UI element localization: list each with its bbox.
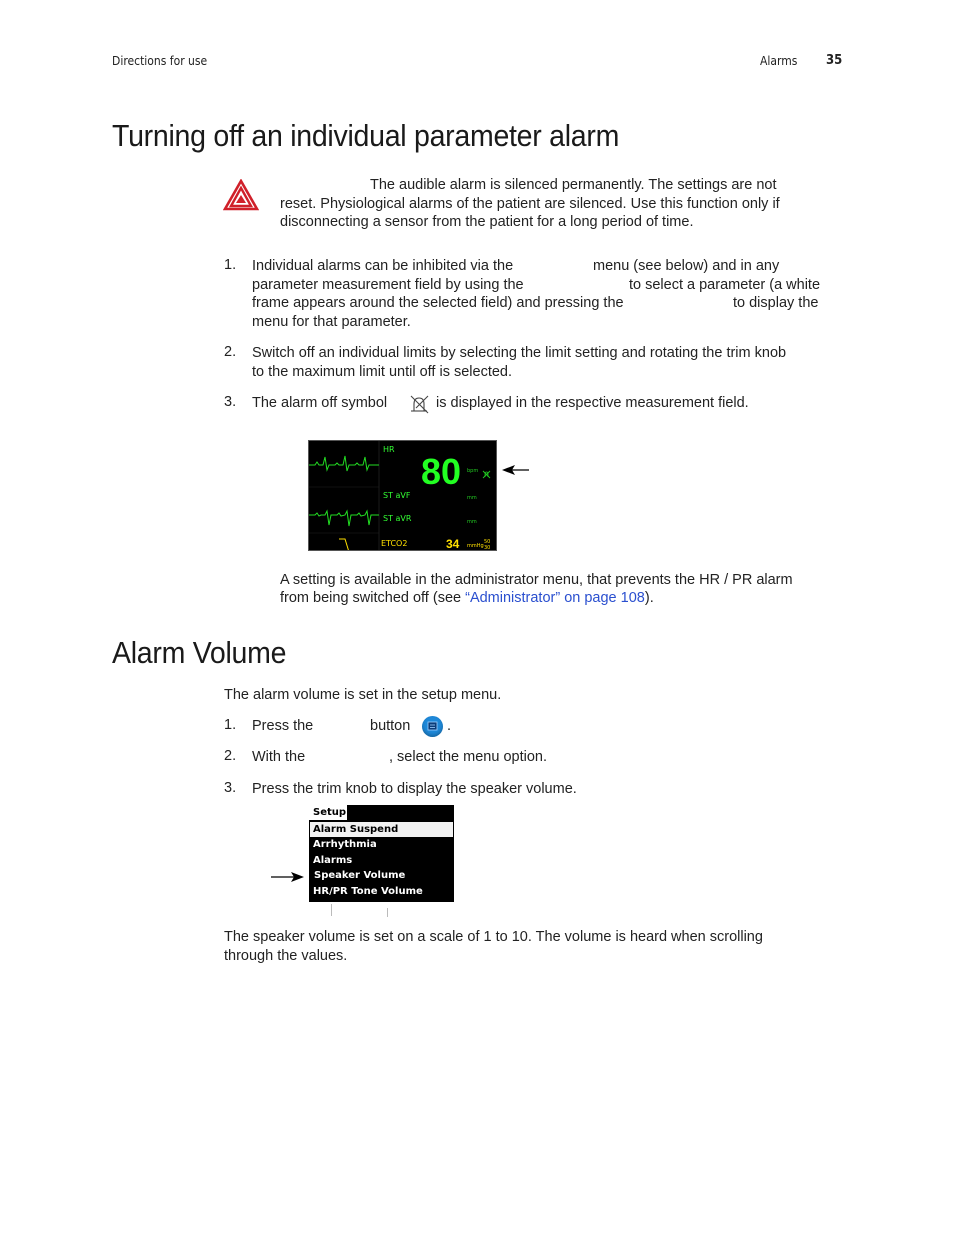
etco2-low-limit: 30 [484, 545, 491, 551]
note-line2-start: from being switched off (see [280, 590, 466, 606]
step-number: 2. [224, 344, 237, 360]
av-step2-a: With the [252, 749, 306, 765]
setup-menu-screenshot [309, 805, 454, 902]
warning-text-line2: reset. Physiological alarms of the patient are silenced. Use this function only if [280, 196, 780, 212]
hr-label: HR [383, 445, 395, 454]
alarm-volume-intro: The alarm volume is set in the setup menu. [224, 687, 502, 703]
divider [331, 904, 332, 916]
step-number: 2. [224, 748, 237, 764]
etco2-label: ETCO2 [381, 539, 408, 548]
step1-line1b: menu (see below) and in any [593, 258, 780, 274]
step2-line2: to the maximum limit until off is selected. [252, 364, 513, 380]
etco2-unit: mmHg [467, 543, 484, 549]
step1-line3a: frame appears around the selected field) and pressing the [252, 295, 624, 311]
note-line2 [280, 589, 654, 608]
st-avr-unit: mm [467, 519, 477, 525]
step3-line1b: is displayed in the respective measurement field. [436, 395, 749, 411]
step1-line2a: parameter measurement field by using the [252, 277, 524, 293]
menu-item-speaker-volume: Speaker Volume [314, 870, 406, 881]
closing-line1: The speaker volume is set on a scale of 1 to 10. The volume is heard when scrolling [224, 929, 763, 945]
header-section: Alarms [760, 54, 798, 68]
step3-line1a: The alarm off symbol [252, 395, 388, 411]
menu-item-alarms: Alarms [313, 855, 353, 866]
administrator-link[interactable]: “Administrator” on page 108 [465, 590, 645, 606]
step1-line2b: to select a parameter (a white [629, 277, 821, 293]
closing-line2: through the values. [224, 948, 348, 964]
note-line1: A setting is available in the administrator menu, that prevents the HR / PR alarm [280, 572, 793, 588]
setup-menu-title: Setup [309, 805, 347, 820]
av-step1-a: Press the [252, 718, 314, 734]
monitor-screenshot [308, 440, 497, 551]
step-number: 3. [224, 780, 237, 796]
av-step2-b: , select the menu option. [389, 749, 547, 765]
st-avr-label: ST aVR [383, 514, 412, 523]
av-step1-c: . [447, 718, 452, 734]
st-avf-label: ST aVF [383, 491, 411, 500]
warning-text-line1: The audible alarm is silenced permanently. The settings are not [370, 177, 777, 193]
alarm-off-icon [482, 466, 491, 475]
step2-line1: Switch off an individual limits by selecting the limit setting and rotating the trim knob [252, 345, 787, 361]
step1-line1a: Individual alarms can be inhibited via the [252, 258, 514, 274]
section-title-turning-off-alarm: Turning off an individual parameter alarm [112, 118, 620, 153]
section-title-alarm-volume: Alarm Volume [112, 635, 287, 670]
warning-icon [223, 179, 259, 211]
warning-text-line3: disconnecting a sensor from the patient for a long period of time. [280, 214, 694, 230]
step-number: 1. [224, 257, 237, 273]
page-number: 35 [826, 53, 843, 68]
step1-line4: menu for that parameter. [252, 314, 411, 330]
divider [387, 908, 388, 917]
etco2-value: 34 [446, 537, 460, 551]
step-number: 3. [224, 394, 237, 410]
setup-button-icon [422, 716, 443, 737]
step1-line3b: to display the [733, 295, 819, 311]
etco2-high-limit: 50 [484, 539, 491, 545]
header-doc-title: Directions for use [112, 54, 208, 68]
note-line2-end: ). [644, 590, 654, 606]
menu-item-alarm-suspend: Alarm Suspend [310, 822, 453, 837]
st-avf-unit: mm [467, 495, 477, 501]
hr-unit: bpm [467, 468, 479, 474]
alarm-off-icon [408, 393, 430, 415]
arrow-right-icon [270, 870, 306, 884]
av-step3-a: Press the trim knob to display the speaker volume. [252, 781, 577, 797]
menu-item-arrhythmia: Arrhythmia [313, 839, 377, 850]
menu-item-hr-pr-tone-volume: HR/PR Tone Volume [313, 886, 423, 897]
hr-value: 80 [421, 451, 462, 492]
step-number: 1. [224, 717, 237, 733]
arrow-left-icon [501, 463, 531, 477]
av-step1-b: button [370, 718, 411, 734]
